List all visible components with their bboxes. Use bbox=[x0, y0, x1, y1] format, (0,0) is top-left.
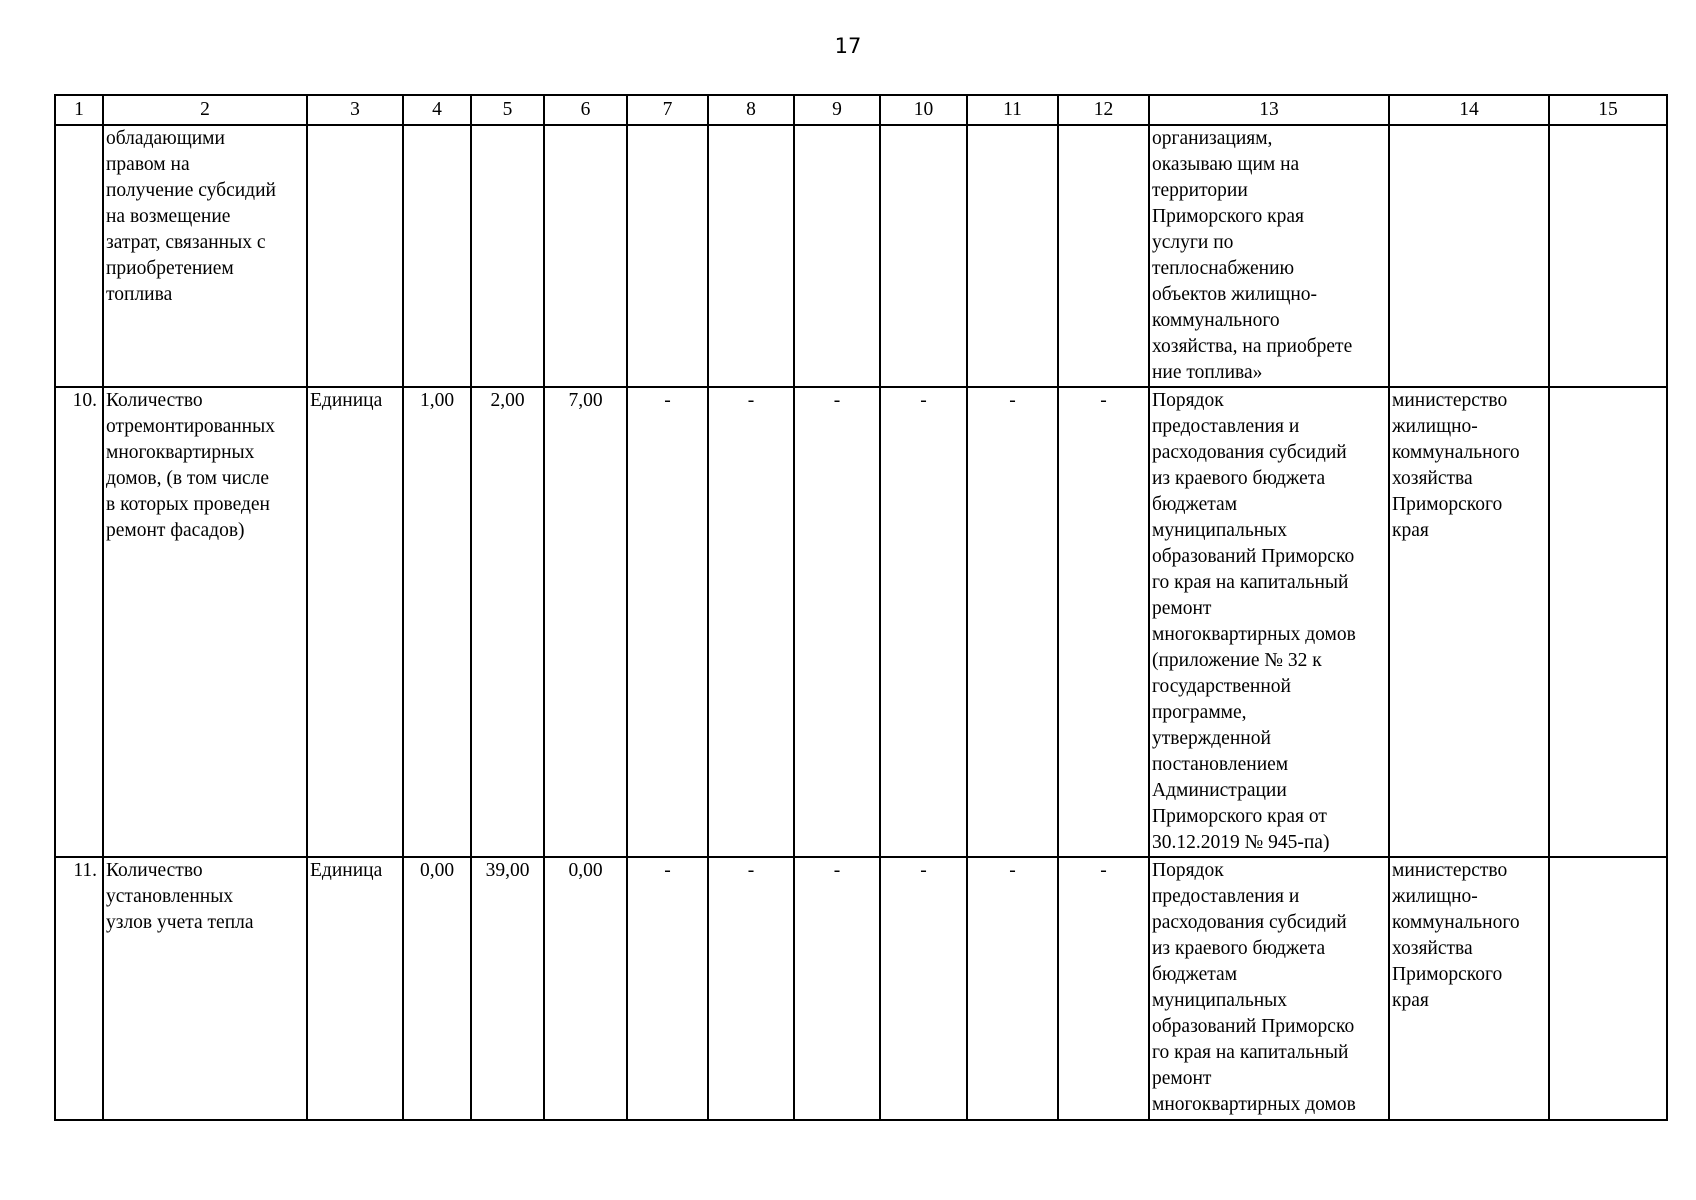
legal-document-line: услуги по bbox=[1152, 232, 1234, 253]
responsible-cell bbox=[1389, 125, 1549, 387]
value-col-9: - bbox=[794, 387, 880, 857]
legal-document-line: бюджетам bbox=[1152, 494, 1238, 515]
value-col-11: - bbox=[967, 387, 1058, 857]
column-header-11: 11 bbox=[967, 95, 1058, 125]
indicator-name-cell bbox=[103, 857, 307, 1120]
row-number: 11. bbox=[55, 857, 103, 1120]
table-row bbox=[55, 387, 1667, 857]
column-header-9: 9 bbox=[794, 95, 880, 125]
legal-document-line: ремонт bbox=[1152, 598, 1212, 619]
table-row bbox=[55, 857, 1667, 1120]
value-col-8 bbox=[708, 125, 794, 387]
indicator-name-cell bbox=[103, 387, 307, 857]
legal-document-line: многоквартирных домов bbox=[1152, 624, 1356, 645]
legal-document-line: государственной bbox=[1152, 676, 1291, 697]
legal-document-line: хозяйства, на приобрете bbox=[1152, 336, 1353, 357]
indicator-name-line: получение субсидий bbox=[106, 180, 276, 201]
row-number bbox=[55, 125, 103, 387]
value-col-4: 1,00 bbox=[403, 387, 471, 857]
legal-document-cell bbox=[1149, 125, 1389, 387]
legal-document-line: оказываю щим на bbox=[1152, 154, 1300, 175]
value-col-7: - bbox=[627, 387, 708, 857]
value-col-5 bbox=[471, 125, 544, 387]
responsible-line: коммунального bbox=[1392, 912, 1520, 933]
legal-document-line: муниципальных bbox=[1152, 990, 1288, 1011]
column-number-row bbox=[55, 95, 1667, 125]
indicator-name-line: Количество bbox=[106, 390, 203, 411]
value-col-12: - bbox=[1058, 387, 1149, 857]
legal-document-line: образований Приморско bbox=[1152, 1016, 1355, 1037]
notes-cell bbox=[1549, 387, 1667, 857]
value-col-9 bbox=[794, 125, 880, 387]
value-col-6 bbox=[544, 125, 627, 387]
legal-document-line: го края на капитальный bbox=[1152, 1042, 1349, 1063]
value-col-10: - bbox=[880, 857, 967, 1120]
column-header-5: 5 bbox=[471, 95, 544, 125]
legal-document-line: из краевого бюджета bbox=[1152, 938, 1326, 959]
value-col-10 bbox=[880, 125, 967, 387]
column-header-12: 12 bbox=[1058, 95, 1149, 125]
legal-document-line: 30.12.2019 № 945-па) bbox=[1152, 832, 1330, 853]
notes-cell bbox=[1549, 857, 1667, 1120]
legal-document-line: коммунального bbox=[1152, 310, 1280, 331]
responsible-line: министерство bbox=[1392, 390, 1508, 411]
column-header-10: 10 bbox=[880, 95, 967, 125]
legal-document-line: предоставления и bbox=[1152, 886, 1300, 907]
responsible-line: края bbox=[1392, 990, 1429, 1011]
indicator-name-line: установленных bbox=[106, 886, 234, 907]
legal-document-line: теплоснабжению bbox=[1152, 258, 1295, 279]
value-col-6: 0,00 bbox=[544, 857, 627, 1120]
legal-document-line: расходования субсидий bbox=[1152, 912, 1347, 933]
legal-document-line: многоквартирных домов bbox=[1152, 1094, 1356, 1115]
column-header-7: 7 bbox=[627, 95, 708, 125]
legal-document-line: Приморского края bbox=[1152, 206, 1304, 227]
value-col-12: - bbox=[1058, 857, 1149, 1120]
legal-document-line: образований Приморско bbox=[1152, 546, 1355, 567]
legal-document-line: муниципальных bbox=[1152, 520, 1288, 541]
value-col-7: - bbox=[627, 857, 708, 1120]
indicator-name-line: многоквартирных bbox=[106, 442, 255, 463]
legal-document-line: Администрации bbox=[1152, 780, 1287, 801]
legal-document-cell bbox=[1149, 857, 1389, 1120]
notes-cell bbox=[1549, 125, 1667, 387]
indicators-table bbox=[54, 94, 1668, 1121]
column-header-8: 8 bbox=[708, 95, 794, 125]
row-number: 10. bbox=[55, 387, 103, 857]
responsible-line: министерство bbox=[1392, 860, 1508, 881]
indicator-name-line: приобретением bbox=[106, 258, 234, 279]
unit-cell bbox=[307, 125, 403, 387]
legal-document-line: ремонт bbox=[1152, 1068, 1212, 1089]
indicator-name-line: затрат, связанных с bbox=[106, 232, 266, 253]
legal-document-line: организациям, bbox=[1152, 128, 1273, 149]
responsible-line: Приморского bbox=[1392, 964, 1503, 985]
legal-document-line: постановлением bbox=[1152, 754, 1289, 775]
value-col-12 bbox=[1058, 125, 1149, 387]
column-header-6: 6 bbox=[544, 95, 627, 125]
indicator-name-line: узлов учета тепла bbox=[106, 912, 254, 933]
column-header-15: 15 bbox=[1549, 95, 1667, 125]
column-header-1: 1 bbox=[55, 95, 103, 125]
value-col-11 bbox=[967, 125, 1058, 387]
legal-document-line: объектов жилищно- bbox=[1152, 284, 1318, 305]
responsible-cell bbox=[1389, 387, 1549, 857]
legal-document-line: программе, bbox=[1152, 702, 1247, 723]
legal-document-line: предоставления и bbox=[1152, 416, 1300, 437]
indicator-name-line: правом на bbox=[106, 154, 190, 175]
page-number: 17 bbox=[834, 34, 862, 58]
table-row bbox=[55, 125, 1667, 387]
column-header-13: 13 bbox=[1149, 95, 1389, 125]
value-col-5: 2,00 bbox=[471, 387, 544, 857]
indicator-name-line: на возмещение bbox=[106, 206, 231, 227]
responsible-line: хозяйства bbox=[1392, 938, 1473, 959]
column-header-14: 14 bbox=[1389, 95, 1549, 125]
legal-document-line: (приложение № 32 к bbox=[1152, 650, 1322, 671]
indicator-name-line: Количество bbox=[106, 860, 203, 881]
legal-document-line: территории bbox=[1152, 180, 1248, 201]
legal-document-line: Приморского края от bbox=[1152, 806, 1327, 827]
value-col-9: - bbox=[794, 857, 880, 1120]
responsible-line: края bbox=[1392, 520, 1429, 541]
value-col-4: 0,00 bbox=[403, 857, 471, 1120]
legal-document-line: ние топлива» bbox=[1152, 362, 1263, 383]
indicator-name-line: ремонт фасадов) bbox=[106, 520, 245, 541]
indicator-name-line: отремонтированных bbox=[106, 416, 275, 437]
responsible-line: коммунального bbox=[1392, 442, 1520, 463]
legal-document-cell bbox=[1149, 387, 1389, 857]
responsible-line: хозяйства bbox=[1392, 468, 1473, 489]
value-col-4 bbox=[403, 125, 471, 387]
responsible-line: Приморского bbox=[1392, 494, 1503, 515]
indicator-name-line: домов, (в том числе bbox=[106, 468, 270, 489]
indicator-name-cell bbox=[103, 125, 307, 387]
legal-document-line: бюджетам bbox=[1152, 964, 1238, 985]
responsible-cell bbox=[1389, 857, 1549, 1120]
column-header-3: 3 bbox=[307, 95, 403, 125]
indicator-name-line: в которых проведен bbox=[106, 494, 270, 515]
value-col-8: - bbox=[708, 387, 794, 857]
responsible-line: жилищно- bbox=[1392, 886, 1478, 907]
legal-document-line: из краевого бюджета bbox=[1152, 468, 1326, 489]
legal-document-line: расходования субсидий bbox=[1152, 442, 1347, 463]
value-col-6: 7,00 bbox=[544, 387, 627, 857]
indicator-name-line: топлива bbox=[106, 284, 173, 305]
value-col-5: 39,00 bbox=[471, 857, 544, 1120]
legal-document-line: утвержденной bbox=[1152, 728, 1271, 749]
unit-cell: Единица bbox=[307, 857, 403, 1120]
value-col-8: - bbox=[708, 857, 794, 1120]
legal-document-line: Порядок bbox=[1152, 860, 1224, 881]
indicator-name-line: обладающими bbox=[106, 128, 225, 149]
value-col-10: - bbox=[880, 387, 967, 857]
value-col-7 bbox=[627, 125, 708, 387]
unit-cell: Единица bbox=[307, 387, 403, 857]
column-header-2: 2 bbox=[103, 95, 307, 125]
responsible-line: жилищно- bbox=[1392, 416, 1478, 437]
column-header-4: 4 bbox=[403, 95, 471, 125]
legal-document-line: Порядок bbox=[1152, 390, 1224, 411]
legal-document-line: го края на капитальный bbox=[1152, 572, 1349, 593]
value-col-11: - bbox=[967, 857, 1058, 1120]
